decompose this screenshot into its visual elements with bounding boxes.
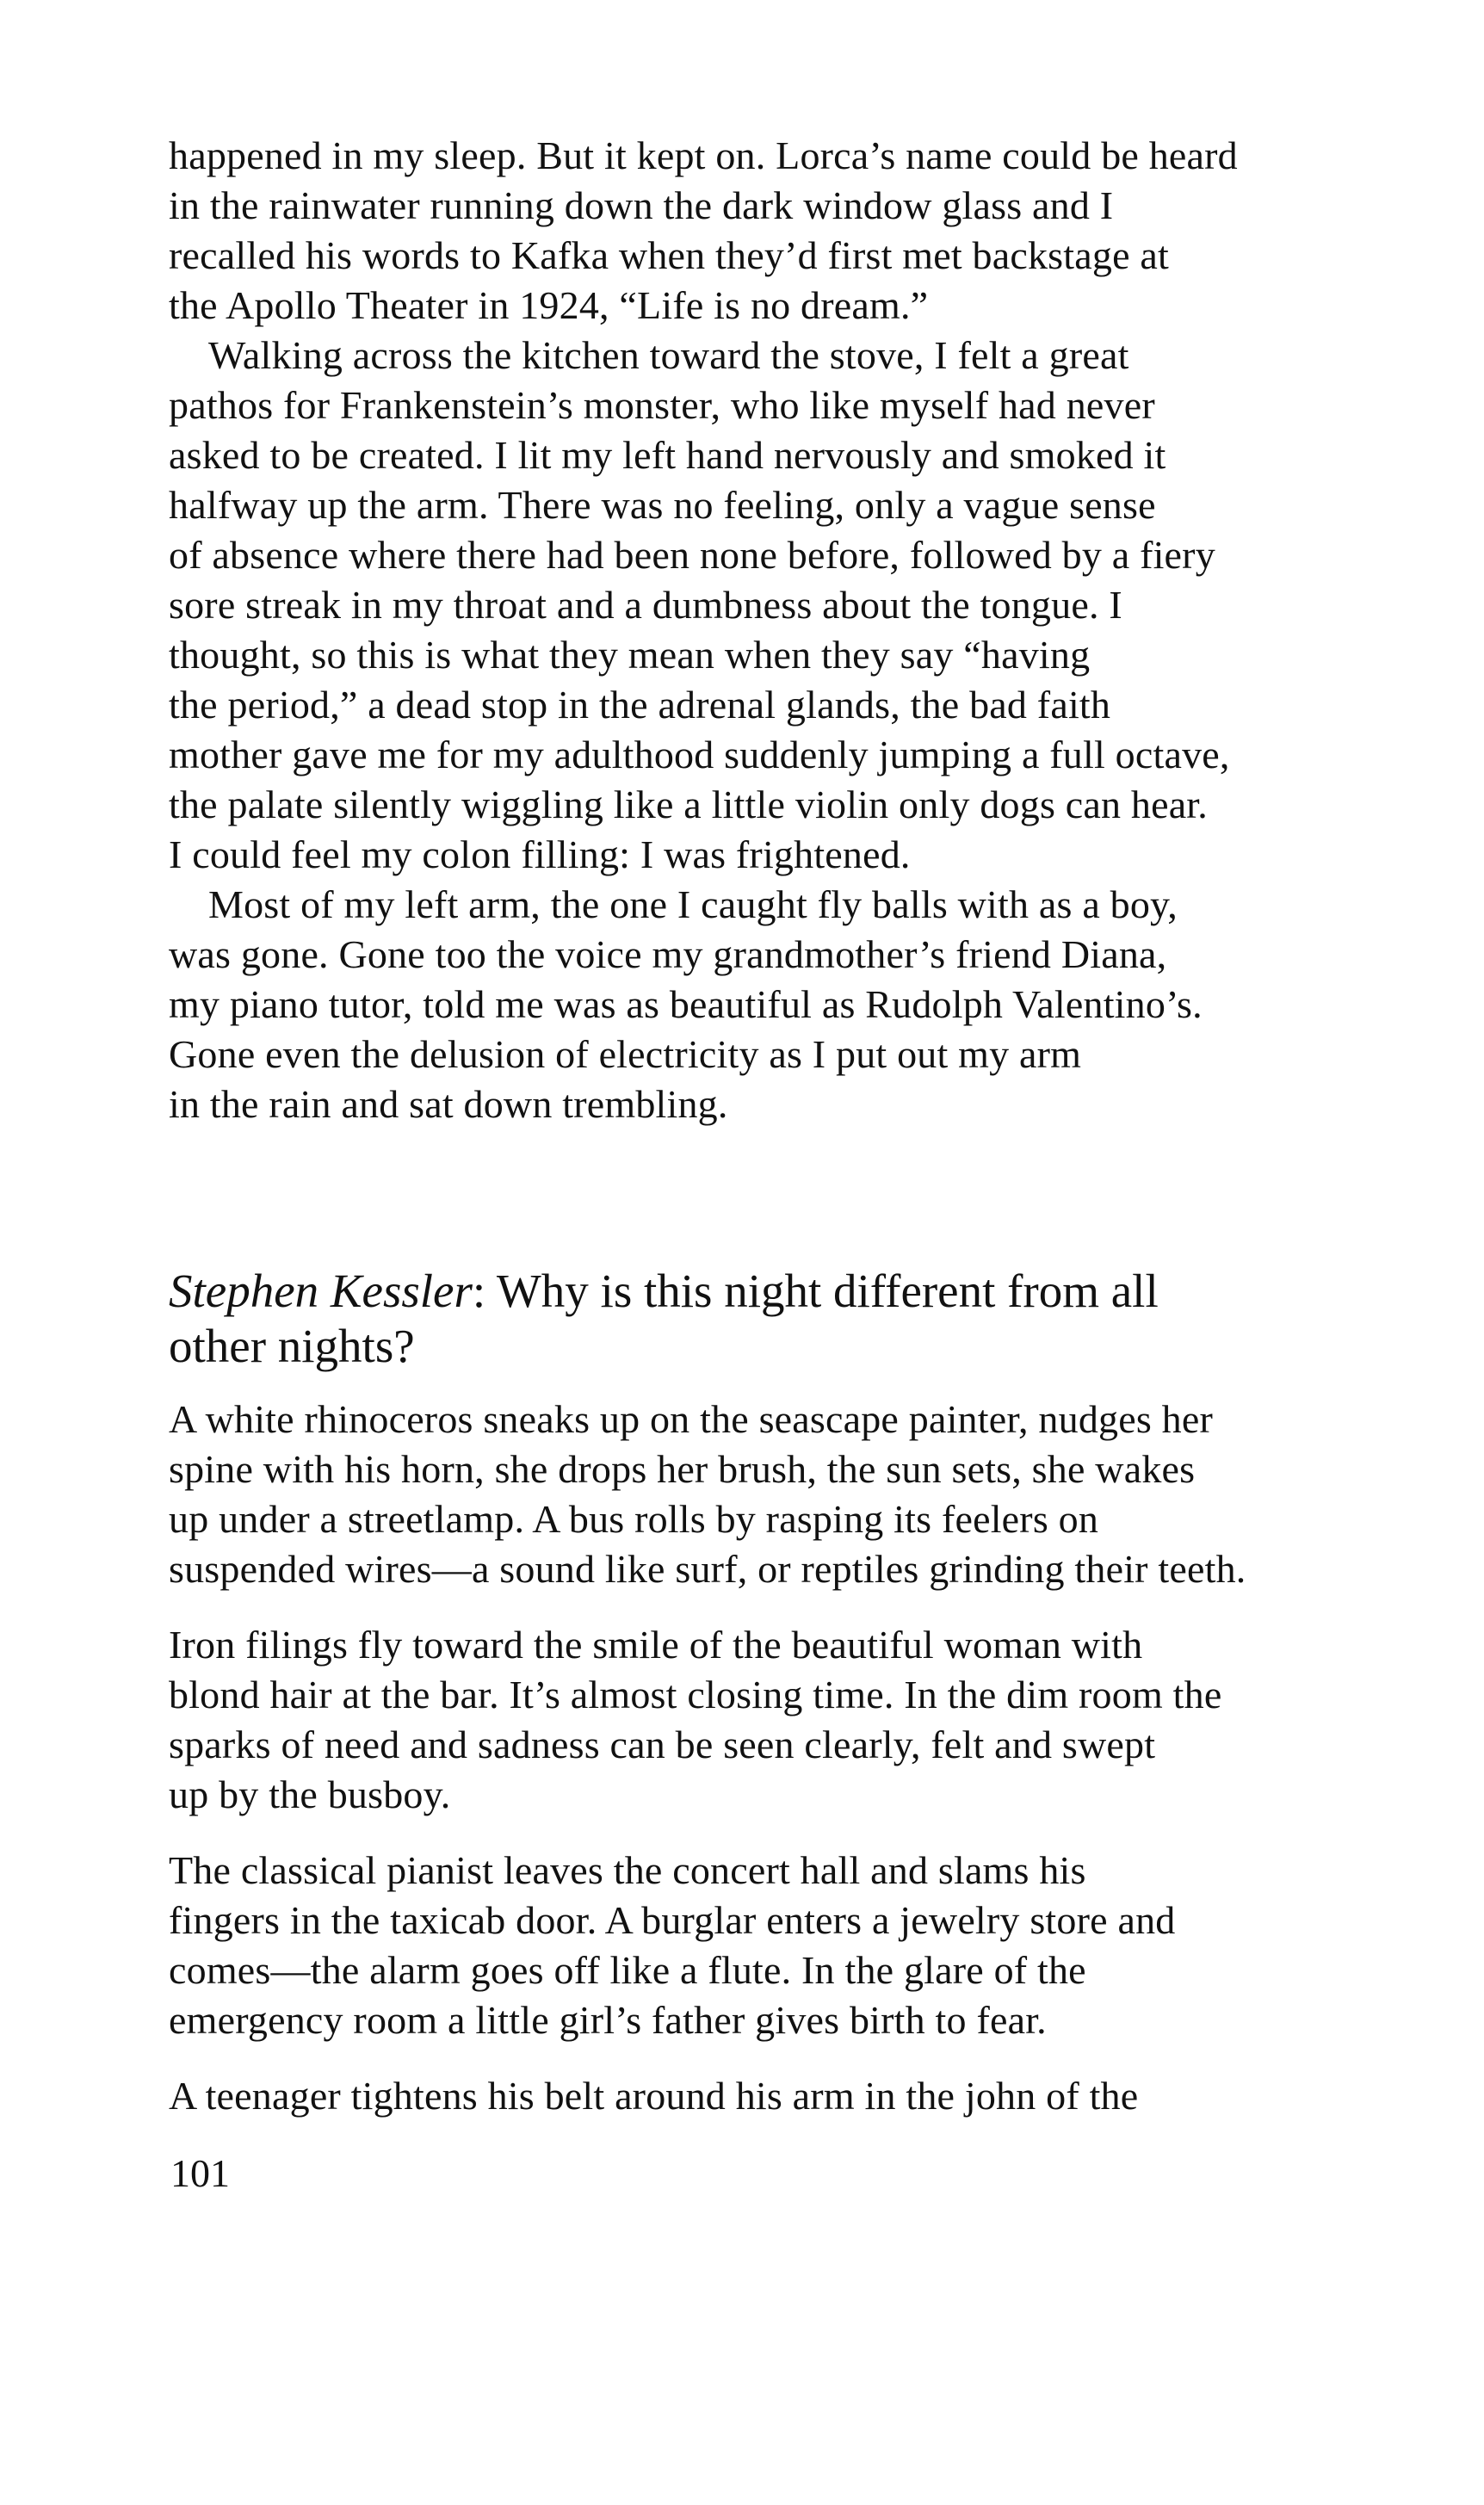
text-line: recalled his words to Kafka when they’d first met backstage at bbox=[169, 233, 1169, 277]
text-line: asked to be created. I lit my left hand nervously and smoked it bbox=[169, 433, 1166, 477]
text-line: thought, so this is what they mean when they say “having bbox=[169, 633, 1091, 677]
page-number: 101 bbox=[170, 2151, 230, 2195]
heading-title-part-1: Why is this night different from all bbox=[485, 1265, 1159, 1317]
text-line: mother gave me for my adulthood suddenly jumping a full octave, bbox=[169, 733, 1230, 776]
text-line: halfway up the arm. There was no feeling, only a vague sense bbox=[169, 483, 1156, 527]
text-line: A teenager tightens his belt around his arm in the john of the bbox=[169, 2074, 1139, 2118]
text-line: The classical pianist leaves the concert hall and slams his bbox=[169, 1848, 1086, 1892]
text-line: blond hair at the bar. It’s almost closing time. In the dim room the bbox=[169, 1673, 1222, 1716]
text-line: A white rhinoceros sneaks up on the seascape painter, nudges her bbox=[169, 1397, 1213, 1441]
text-line: in the rainwater running down the dark window glass and I bbox=[169, 183, 1114, 227]
text-line: Gone even the delusion of electricity as I put out my arm bbox=[169, 1032, 1082, 1076]
text-line: emergency room a little girl’s father gives birth to fear. bbox=[169, 1998, 1047, 2042]
text-line: up by the busboy. bbox=[169, 1772, 451, 1816]
paragraph-first-line: Most of my left arm, the one I caught fly balls with as a boy, bbox=[208, 882, 1178, 926]
text-line: the palate silently wiggling like a little violin only dogs can hear. bbox=[169, 782, 1208, 826]
heading-author: Stephen Kessler bbox=[169, 1265, 473, 1317]
text-line: happened in my sleep. But it kept on. Lorca’s name could be heard bbox=[169, 133, 1238, 177]
text-line: up under a streetlamp. A bus rolls by rasping its feelers on bbox=[169, 1497, 1099, 1541]
text-line: fingers in the taxicab door. A burglar enters a jewelry store and bbox=[169, 1898, 1176, 1942]
text-line: in the rain and sat down trembling. bbox=[169, 1082, 728, 1126]
text-line: pathos for Frankenstein’s monster, who like myself had never bbox=[169, 383, 1155, 427]
text-line: was gone. Gone too the voice my grandmother’s friend Diana, bbox=[169, 932, 1167, 976]
text-line: spine with his horn, she drops her brush, the sun sets, she wakes bbox=[169, 1447, 1196, 1491]
text-line: Iron filings fly toward the smile of the beautiful woman with bbox=[169, 1623, 1143, 1667]
text-line: I could feel my colon filling: I was frightened. bbox=[169, 832, 911, 876]
heading-colon: : bbox=[472, 1265, 486, 1317]
text-line: my piano tutor, told me was as beautiful as Rudolph Valentino’s. bbox=[169, 982, 1203, 1026]
paragraph-first-line: Walking across the kitchen toward the stove, I felt a great bbox=[208, 333, 1129, 377]
text-line: comes—the alarm goes off like a flute. In the glare of the bbox=[169, 1948, 1086, 1992]
heading-line-1 bbox=[169, 1264, 1159, 1319]
text-line: the Apollo Theater in 1924, “Life is no dream.” bbox=[169, 283, 929, 327]
text-line: suspended wires—a sound like surf, or reptiles grinding their teeth. bbox=[169, 1547, 1246, 1591]
text-line: the period,” a dead stop in the adrenal glands, the bad faith bbox=[169, 683, 1111, 727]
text-line: sore streak in my throat and a dumbness about the tongue. I bbox=[169, 583, 1122, 627]
text-line: of absence where there had been none before, followed by a fiery bbox=[169, 533, 1215, 577]
heading-line-2: other nights? bbox=[169, 1320, 415, 1372]
text-line: sparks of need and sadness can be seen clearly, felt and swept bbox=[169, 1723, 1156, 1766]
